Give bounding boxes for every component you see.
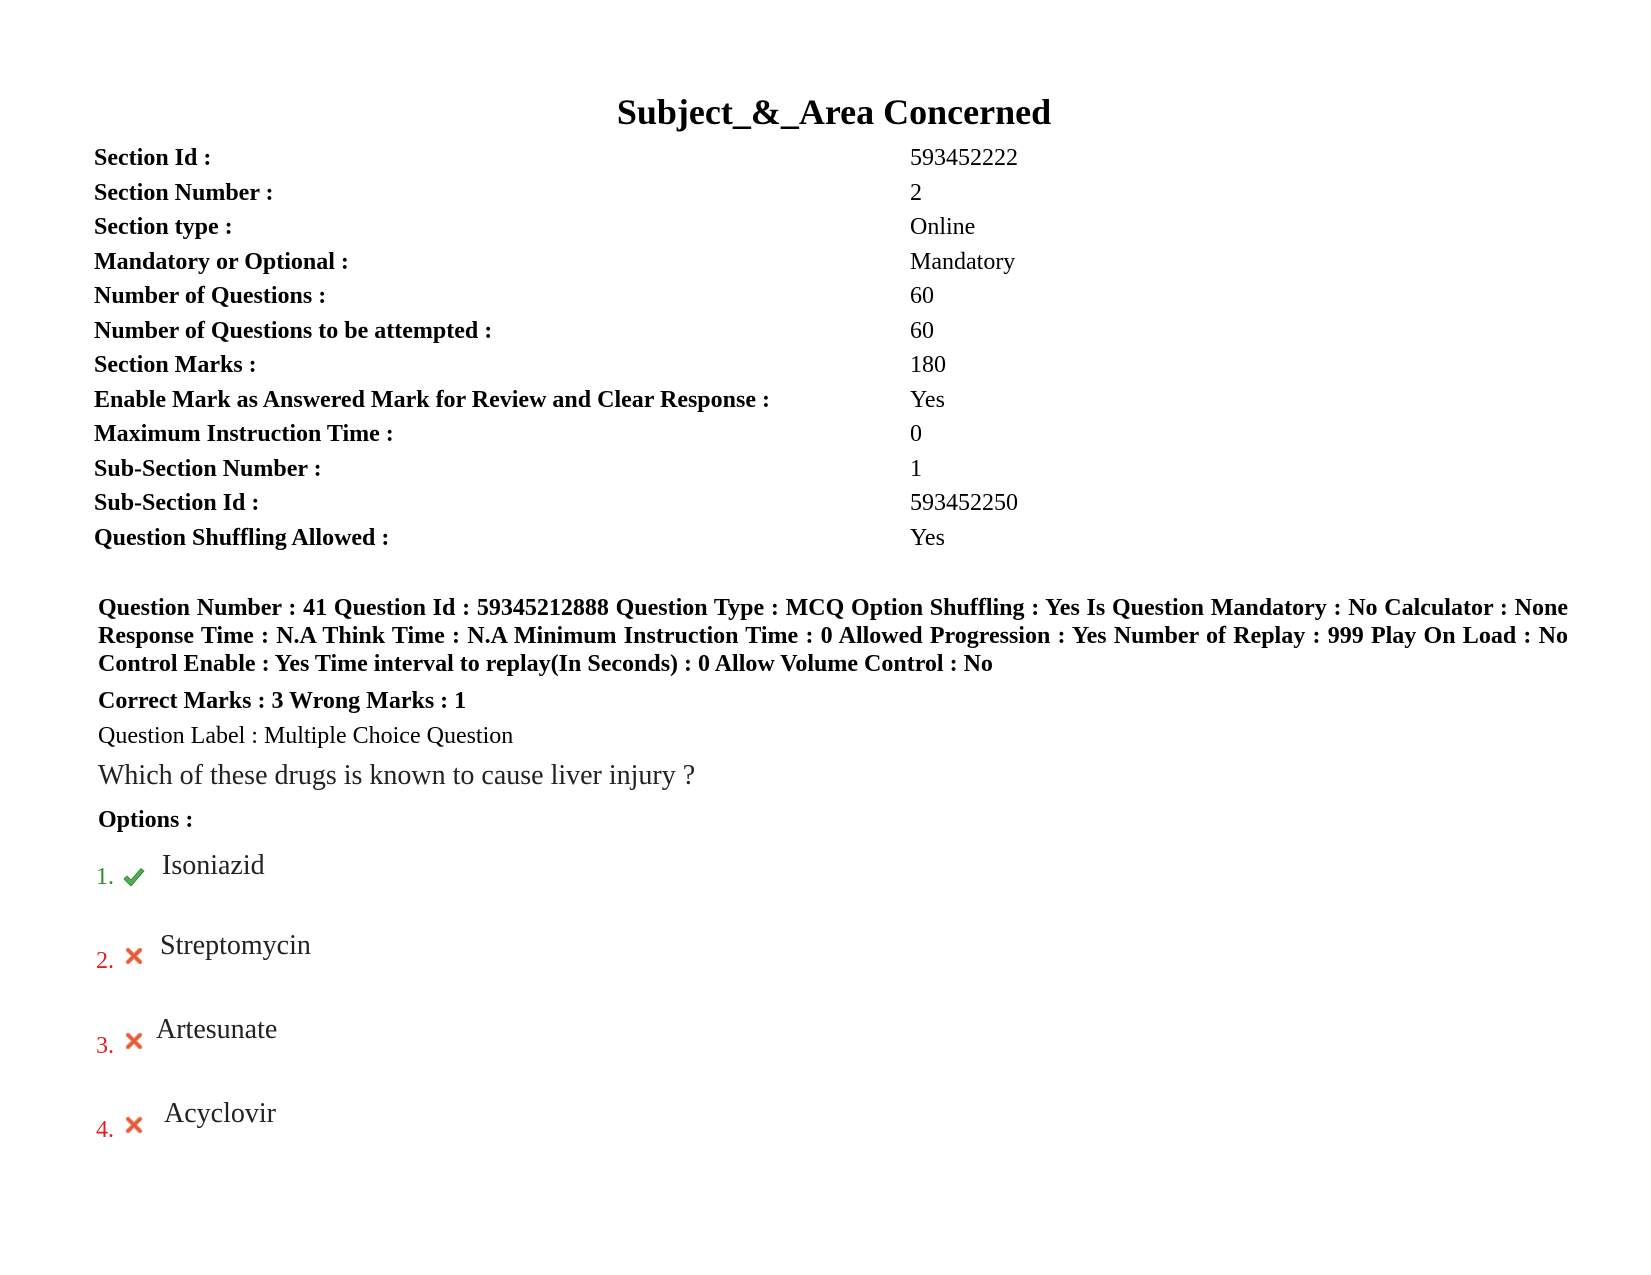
option-number: 4. [96,1117,114,1143]
info-row [94,279,1494,314]
info-label: Number of Questions to be attempted : [94,317,493,344]
cross-icon [124,1115,148,1139]
options-heading: Options : [98,807,194,833]
info-value: 2 [910,179,922,206]
info-row [94,521,1494,556]
info-value: 180 [910,352,946,378]
question-meta-block [98,594,1568,678]
option-number: 1. [96,864,114,890]
info-label: Sub-Section Id : [94,490,260,516]
info-row [94,383,1494,418]
info-label: Question Shuffling Allowed : [94,524,390,551]
info-row [94,176,1494,211]
info-label: Section Number : [94,179,274,206]
info-label: Enable Mark as Answered Mark for Review and Clear Response : [94,386,770,413]
option-text: Isoniazid [162,850,265,881]
option-number: 2. [96,948,114,974]
option-2 [96,932,696,992]
info-row [94,486,1494,521]
info-value: 593452222 [910,145,1018,171]
info-value: Yes [910,386,945,413]
cross-icon [124,946,148,970]
info-label: Sub-Section Number : [94,455,322,482]
info-label: Section Marks : [94,352,257,378]
info-row [94,245,1494,280]
info-row [94,452,1494,487]
option-number: 3. [96,1033,114,1059]
question-marks: Correct Marks : 3 Wrong Marks : 1 [98,688,467,714]
info-value: 60 [910,283,934,309]
info-row [94,314,1494,349]
question-text: Which of these drugs is known to cause liver injury ? [98,760,696,791]
info-value: 0 [910,421,922,447]
question-meta: Question Number : 41 Question Id : 59345212888 Question Type : MCQ Option Shuffling : Yes Is Question Mandatory : No Calculator : None Response Time : N.A Think Time : N.A Minimum Instruction Time : 0 Allowed Progression : Yes Number of Replay : 999 Play On Load : No Control Enable : Yes Time interval to replay(In Seconds) : 0 Allow Volume Control : No [98,595,1568,677]
option-text: Artesunate [156,1014,278,1045]
info-label: Maximum Instruction Time : [94,421,394,447]
info-value: 1 [910,455,922,482]
info-row [94,417,1494,452]
info-row [94,210,1494,245]
page-title: Subject_&_Area Concerned [616,92,1052,132]
option-text: Acyclovir [164,1098,276,1129]
option-4 [96,1098,696,1161]
info-label: Section Id : [94,145,212,171]
info-label: Mandatory or Optional : [94,248,349,275]
question-label: Question Label : Multiple Choice Question [98,723,514,749]
info-label: Number of Questions : [94,283,327,309]
section-info-table [94,141,1494,555]
info-value: Yes [910,524,945,551]
cross-icon [124,1031,148,1055]
info-value: Online [910,214,976,240]
info-label: Section type : [94,214,233,240]
info-value: Mandatory [910,248,1016,275]
info-row [94,348,1494,383]
info-value: 593452250 [910,490,1018,516]
info-value: 60 [910,317,934,344]
option-1 [96,848,696,908]
option-3 [96,1014,696,1077]
info-row [94,141,1494,176]
option-text: Streptomycin [160,930,311,961]
check-icon [122,866,146,890]
